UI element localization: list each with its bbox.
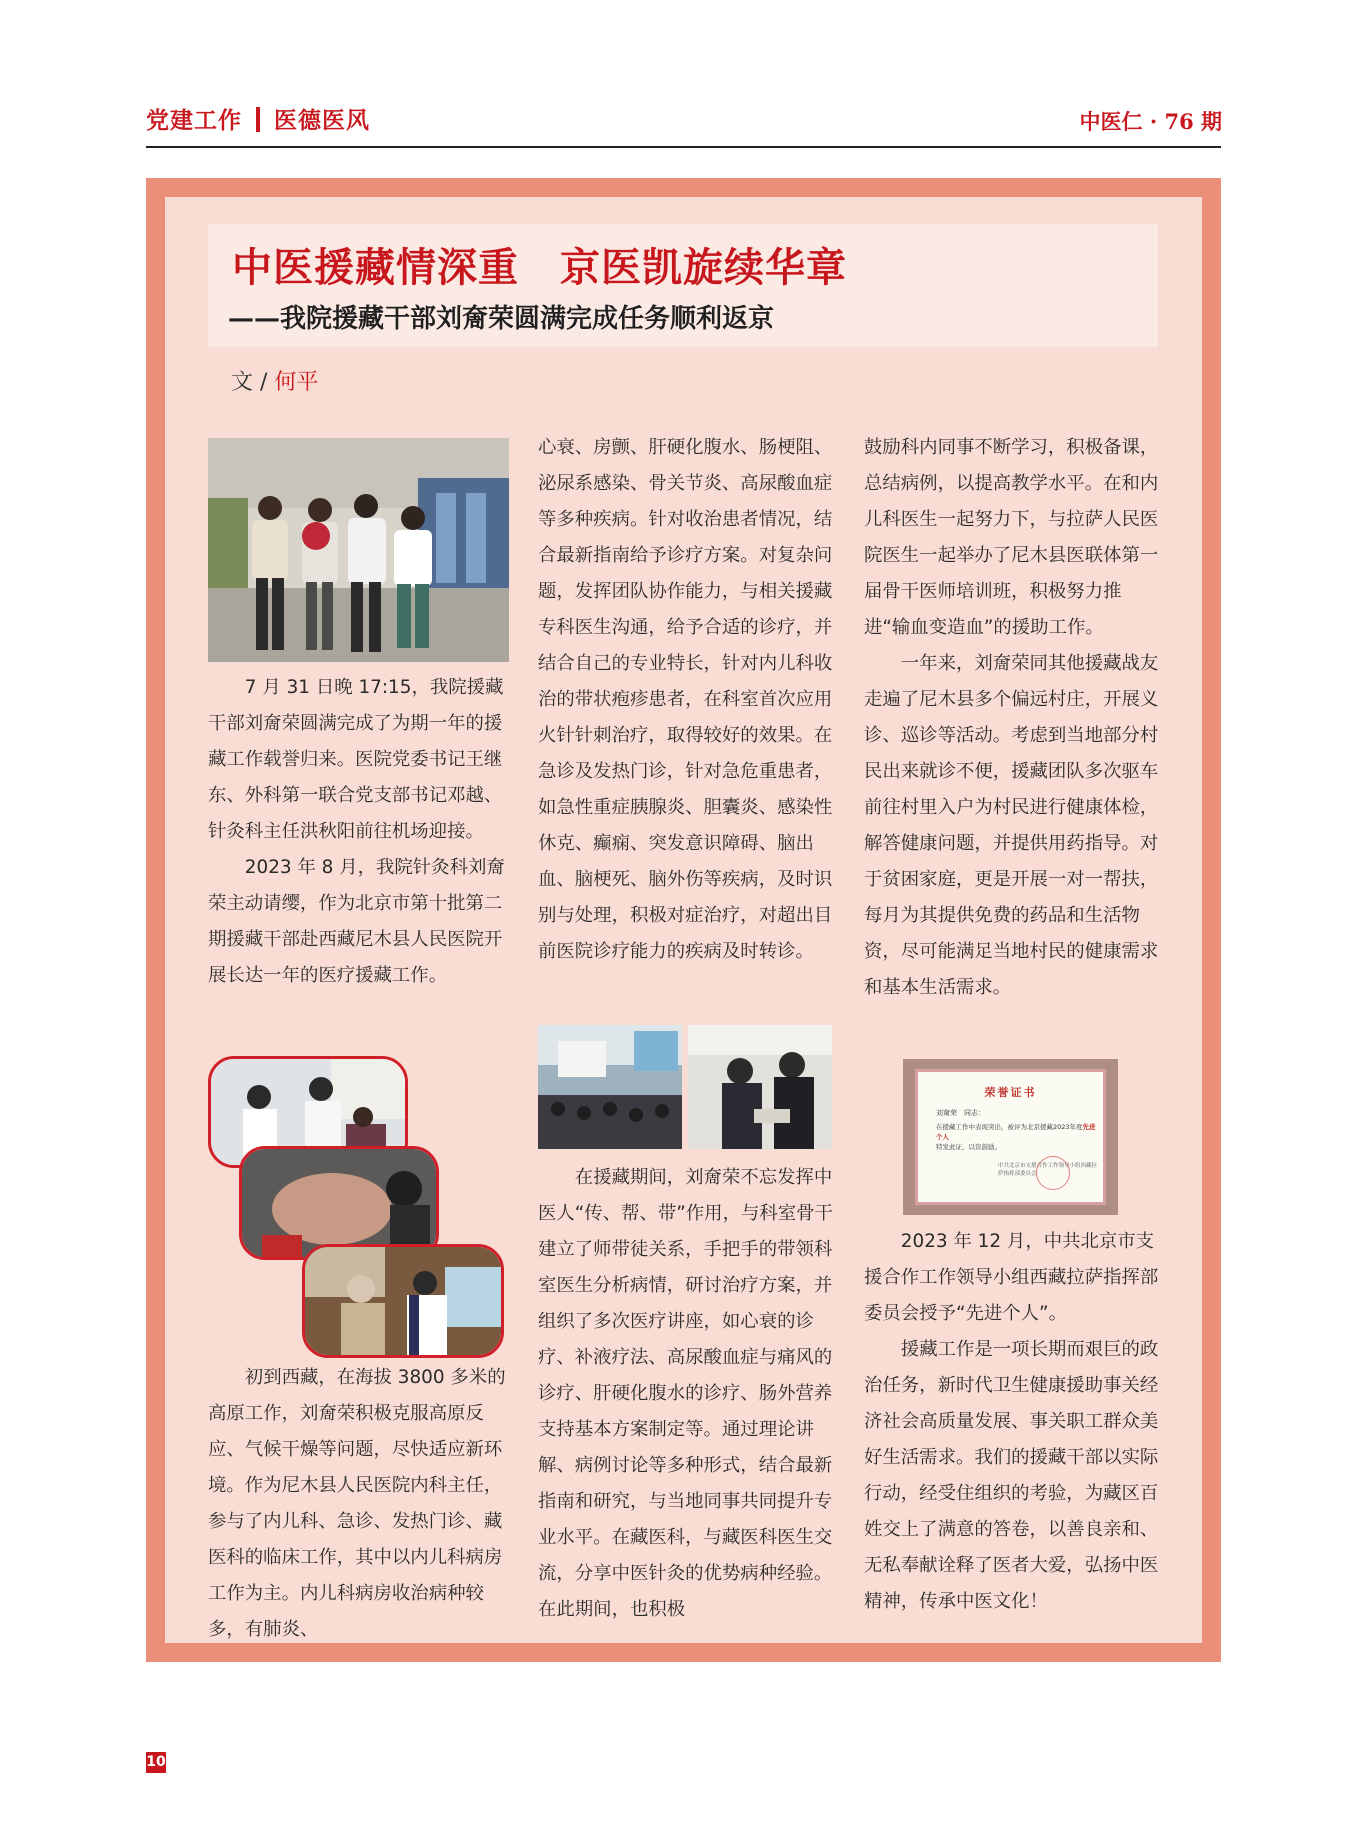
- certificate-issuer: 中共北京市支援合作工作领导小组西藏拉萨指挥部委员会: [998, 1163, 1098, 1177]
- header-divider: [256, 107, 260, 132]
- paragraph: 一年来，刘奝荣同其他援藏战友走遍了尼木县多个偏远村庄，开展义诊、巡诊等活动。考虑到当地部分村民出来就诊不便，援藏团队多次驱车前往村里入户为村民进行健康体检，解答健康问题，并提供用药指导。对于贫困家庭，更是开展一对一帮扶，每月为其提供免费的药品和生活物资，尽可能满足当地村民的健康需求和基本生活需求。: [864, 653, 1159, 998]
- article-title: 中医援藏情深重 京医凯旋续华章: [232, 244, 847, 291]
- page-number: 10: [146, 1752, 166, 1773]
- column-1-top: [208, 670, 510, 994]
- column-2-bottom: [538, 1160, 834, 1628]
- subsection-label: 医德医风: [274, 108, 370, 134]
- lecture-photo: [538, 1025, 682, 1149]
- certificate-award: 先进个人: [936, 1123, 1096, 1141]
- honor-certificate: [915, 1069, 1106, 1205]
- column-1-bottom: [208, 1360, 510, 1648]
- byline-prefix: 文 /: [231, 370, 268, 395]
- paragraph: 援藏工作是一项长期而艰巨的政治任务，新时代卫生健康援助事关经济社会高质量发展、事关职工群众美好生活需求。我们的援藏干部以实际行动，经受住组织的考验，为藏区百姓交上了满意的答卷，以善良亲和、无私奉献诠释了医者大爱，弘扬中医精神，传承中医文化！: [864, 1339, 1159, 1612]
- section-label: 党建工作: [146, 108, 242, 134]
- honor-certificate-photo: [903, 1059, 1118, 1215]
- certificate-body: [936, 1122, 1096, 1152]
- column-3-top: [864, 430, 1162, 1006]
- magazine-issue: 中医仁 · 76 期: [1079, 109, 1222, 134]
- column-3-bottom: [864, 1224, 1162, 1620]
- byline: [231, 365, 318, 396]
- acupuncture-treatment-photo: [239, 1146, 439, 1260]
- mentoring-photo: [688, 1025, 832, 1149]
- paragraph: 心衰、房颤、肝硬化腹水、肠梗阻、泌尿系感染、骨关节炎、高尿酸血症等多种疾病。针对收治患者情况，结合最新指南给予诊疗方案。对复杂问题，发挥团队协作能力，与相关援藏专科医生沟通，给予合适的诊疗，并结合自己的专业特长，针对内儿科收治的带状疱疹患者，在科室首次应用火针针刺治疗，取得较好的效果。在急诊及发热门诊，针对急危重患者，如急性重症胰腺炎、胆囊炎、感染性休克、癫痫、突发意识障碍、脑出血、脑梗死、脑外伤等疾病，及时识别与处理，积极对症治疗，对超出目前医院诊疗能力的疾病及时转诊。: [538, 437, 833, 962]
- airport-welcome-photo: [208, 438, 509, 662]
- home-visit-photo: [302, 1244, 504, 1358]
- certificate-recipient: 刘奝荣 同志：: [936, 1109, 985, 1117]
- article-subtitle: ——我院援藏干部刘奝荣圆满完成任务顺利返京: [228, 304, 775, 334]
- paragraph: 7 月 31 日晚 17:15，我院援藏干部刘奝荣圆满完成了为期一年的援藏工作载誉归来。医院党委书记王继东、外科第一联合党支部书记邓越、针灸科主任洪秋阳前往机场迎接。: [208, 677, 504, 842]
- certificate-citation: 在援藏工作中表现突出，被评为北京援藏2023年度: [936, 1123, 1083, 1131]
- seal-icon: [1036, 1156, 1070, 1190]
- paragraph: 初到西藏，在海拔 3800 多米的高原工作，刘奝荣积极克服高原反应、气候干燥等问题，尽快适应新环境。作为尼木县人民医院内科主任，参与了内儿科、急诊、发热门诊、藏医科的临床工作，其中以内儿科病房工作为主。内儿科病房收治病种较多，有肺炎、: [208, 1367, 506, 1640]
- paragraph: 鼓励科内同事不断学习，积极备课，总结病例，以提高教学水平。在和内儿科医生一起努力下，与拉萨人民医院医生一起举办了尼木县医联体第一届骨干医师培训班，积极努力推进“输血变造血”的援助工作。: [864, 437, 1159, 638]
- certificate-title: 荣誉证书: [984, 1086, 1037, 1099]
- paragraph: 2023 年 8 月，我院针灸科刘奝荣主动请缨，作为北京市第十批第二期援藏干部赴西藏尼木县人民医院开展长达一年的医疗援藏工作。: [208, 857, 505, 986]
- byline-author: 何平: [274, 370, 319, 395]
- section-header: [146, 102, 370, 135]
- paragraph: 2023 年 12 月，中共北京市支援合作工作领导小组西藏拉萨指挥部委员会授予“先进个人”。: [864, 1231, 1159, 1324]
- header-rule: [146, 146, 1221, 148]
- certificate-closing: 特发此证，以资鼓励。: [936, 1143, 1001, 1151]
- paragraph: 在援藏期间，刘奝荣不忘发挥中医人“传、帮、带”作用，与科室骨干建立了师带徒关系，手把手的带领科室医生分析病情，研讨治疗方案，并组织了多次医疗讲座，如心衰的诊疗、补液疗法、高尿酸血症与痛风的诊疗、肝硬化腹水的诊疗、肠外营养支持基本方案制定等。通过理论讲解、病例讨论等多种形式，结合最新指南和研究，与当地同事共同提升专业水平。在藏医科，与藏医科医生交流，分享中医针灸的优势病种经验。在此期间，也积极: [538, 1167, 833, 1620]
- column-2-top: [538, 430, 834, 970]
